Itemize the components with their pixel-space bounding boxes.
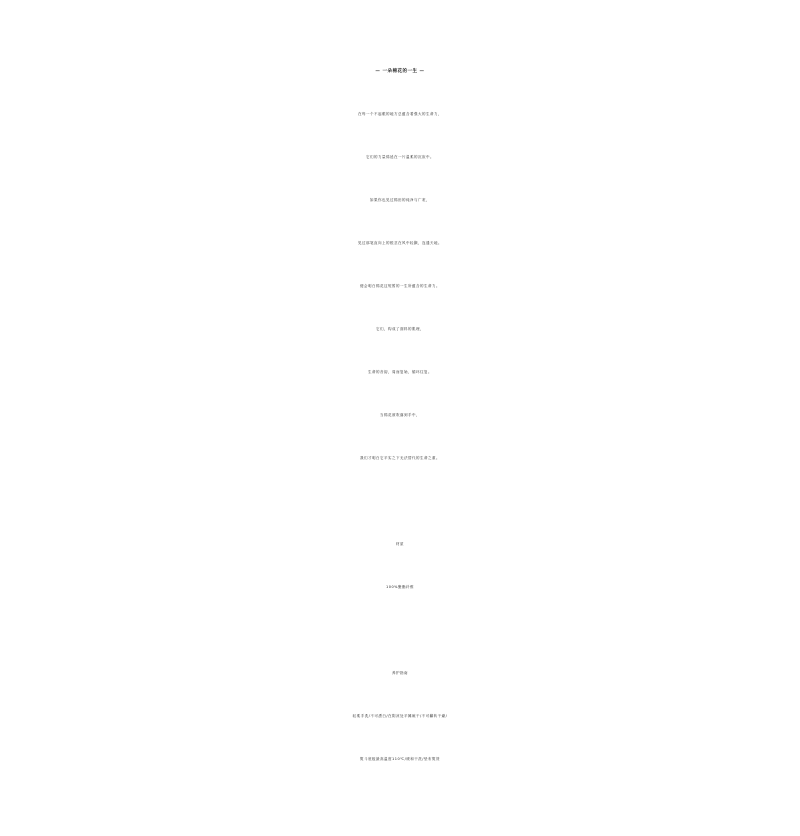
poem-line: 生命的音韵，周而复始，循环往复。 (368, 370, 432, 374)
poem-title: — 一朵棉花的一生 — (375, 69, 425, 74)
material-heading: 材质 (396, 542, 404, 546)
care-instructions-line: 熨斗底板最高温度110℃/缓和干洗/垫布熨烫 (360, 757, 440, 761)
poem-line: 当棉花被吹落到手中， (380, 413, 420, 417)
poem-line: 如果你也见过棉田的纯净与广袤， (370, 198, 430, 202)
poem-line: 见过那笔直向上的根茎在风中轻颤，连通天地。 (358, 241, 442, 245)
material-value: 100%聚酯纤维 (385, 585, 414, 589)
poem-line: 在每一个不起眼的地方总蕴含着强大的生命力， (358, 112, 442, 116)
poem-line: 便会明白棉花这短暂的一生所蕴含的生命力。 (360, 284, 440, 288)
poem-line: 我们才明白它平实之下无法替代的生命之重。 (360, 456, 440, 460)
poem-line: 它们的力量绵延在一片温柔的沉寂中。 (366, 155, 434, 159)
care-heading: 养护指南 (392, 671, 408, 675)
care-instructions-line: 轻柔手洗/不可漂白/在阴凉处平摊晾干/不可翻转干燥/ (352, 714, 448, 718)
poem-line: 它们，构成了面料的肌理， (376, 327, 424, 331)
